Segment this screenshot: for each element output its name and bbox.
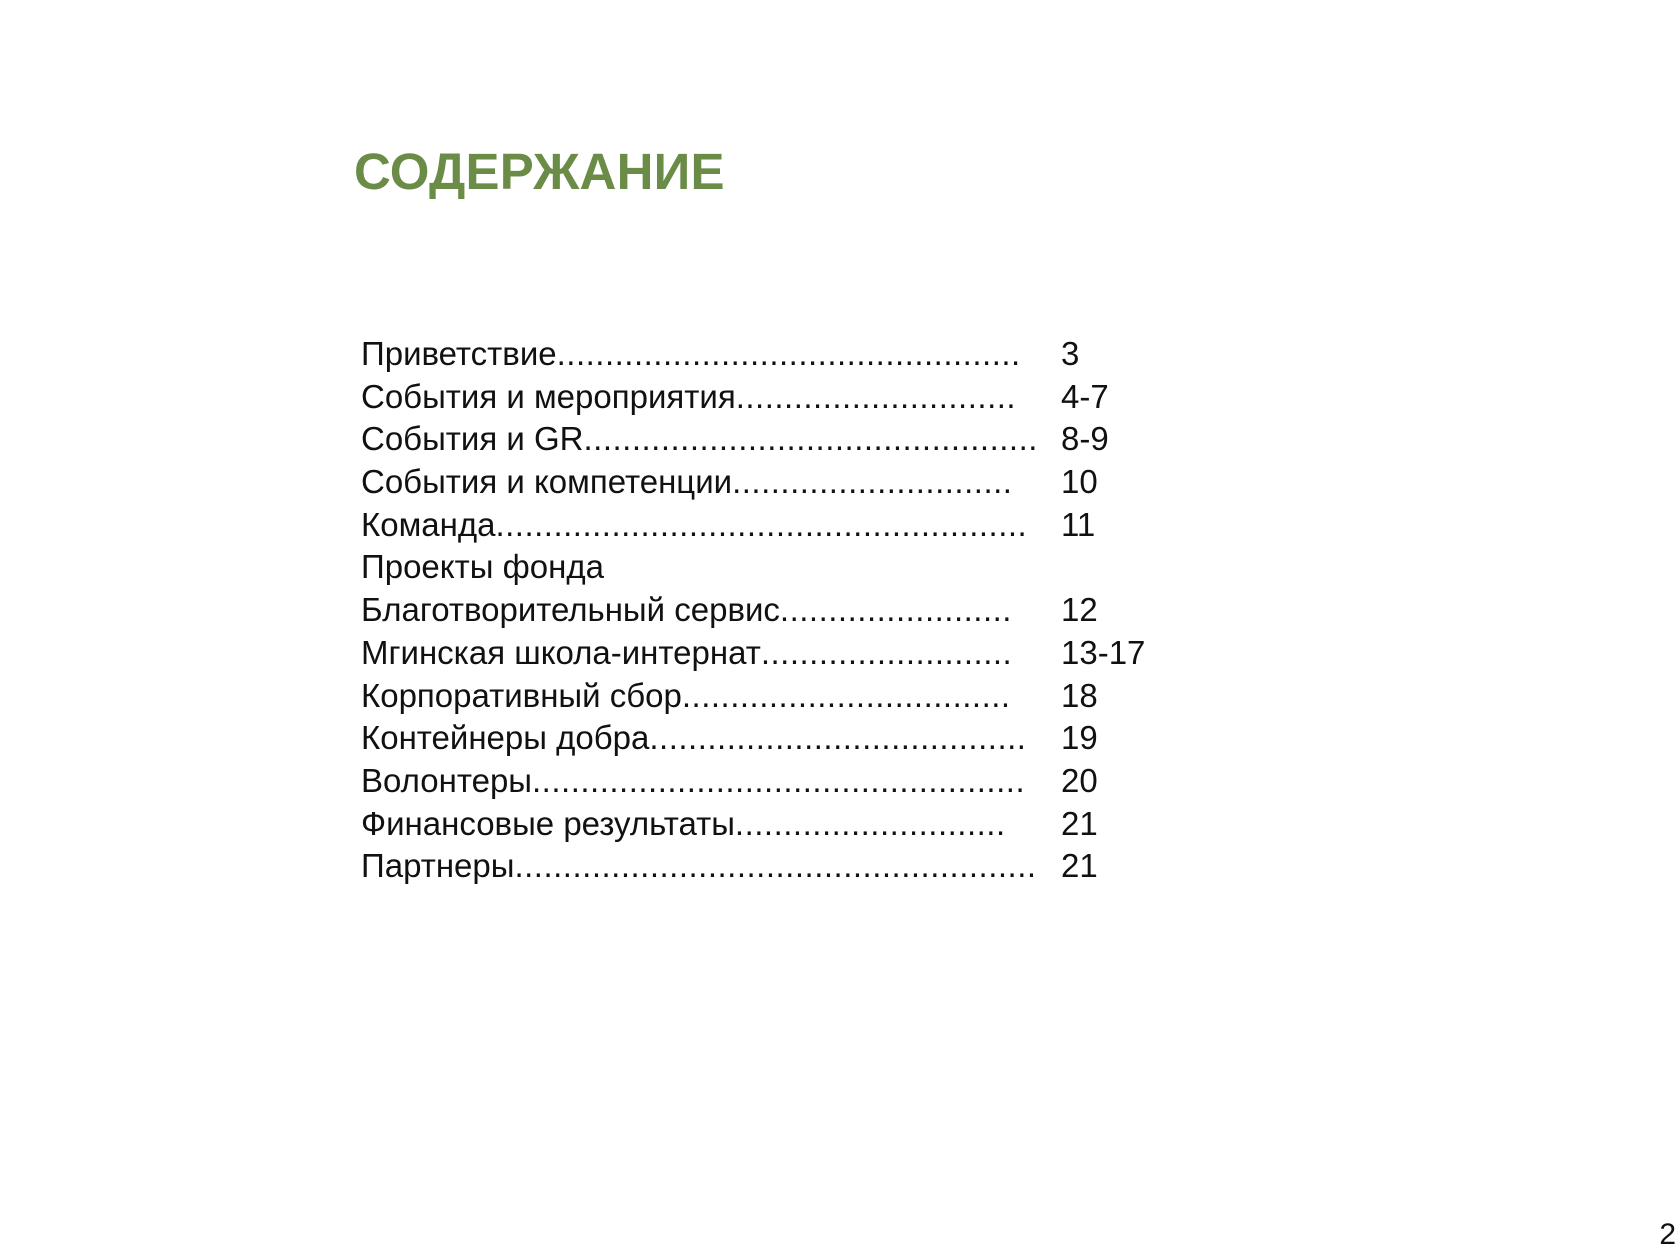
toc-leader-dots: ........................ (779, 591, 1012, 629)
toc-leader-dots: ................................................... (532, 761, 1026, 799)
toc-entry-label: События и GR (361, 420, 584, 458)
toc-entry-charity-service[interactable] (361, 589, 1098, 632)
toc-entry-page: 21 (1061, 847, 1098, 885)
toc-entry-volunteers[interactable] (361, 760, 1098, 803)
toc-leader-dots: ............................. (732, 463, 1013, 501)
toc-entry-events[interactable] (361, 376, 1109, 419)
toc-entry-label-wrap (361, 333, 1059, 376)
toc-entry-label-wrap (361, 845, 1059, 888)
toc-entry-corporate-fundraising[interactable] (361, 675, 1098, 718)
toc-entry-label-wrap (361, 675, 1059, 718)
toc-entry-page: 8-9 (1061, 420, 1109, 458)
toc-leader-dots: ............................. (735, 377, 1017, 415)
toc-entry-label-wrap (361, 461, 1059, 504)
toc-entry-label-wrap (361, 632, 1059, 675)
toc-entry-label: События и компетенции (361, 463, 733, 501)
toc-leader-dots: ............................................... (583, 420, 1038, 458)
toc-entry-label: События и мероприятия (361, 377, 736, 415)
toc-entry-page: 4-7 (1061, 377, 1109, 415)
toc-entry-label-wrap (361, 376, 1059, 419)
page-title: СОДЕРЖАНИЕ (354, 143, 725, 200)
toc-entry-partners[interactable] (361, 845, 1098, 888)
toc-entry-label: Волонтеры (361, 761, 533, 799)
toc-entry-label-wrap (361, 589, 1059, 632)
toc-entry-page: 20 (1061, 761, 1098, 799)
toc-entry-financial-results[interactable] (361, 803, 1098, 846)
toc-leader-dots: ...................................................... (514, 847, 1037, 885)
toc-entry-page: 13-17 (1061, 633, 1146, 671)
toc-section-heading-projects (361, 546, 1059, 589)
toc-entry-label: Финансовые результаты (361, 804, 735, 842)
toc-entry-page: 18 (1061, 676, 1098, 714)
toc-entry-greeting[interactable] (361, 333, 1080, 376)
toc-entry-label: Команда (361, 505, 496, 543)
toc-entry-team[interactable] (361, 504, 1096, 547)
toc-leader-dots: ............................ (734, 804, 1006, 842)
toc-leader-dots: ....................................................... (495, 505, 1028, 543)
toc-entry-page: 11 (1061, 505, 1096, 543)
toc-entry-page: 10 (1061, 463, 1098, 501)
toc-entry-label-wrap (361, 717, 1059, 760)
toc-entry-mginskaya-school[interactable] (361, 632, 1146, 675)
toc-entry-page: 3 (1061, 335, 1080, 372)
toc-entry-label: Партнеры (361, 847, 515, 885)
table-of-contents (361, 333, 1146, 888)
toc-leader-dots: .................................. (681, 676, 1011, 714)
toc-leader-dots: .......................... (760, 633, 1013, 671)
toc-entry-label: Приветствие (361, 335, 557, 372)
toc-entry-events-gr[interactable] (361, 418, 1109, 461)
toc-entry-label: Корпоративный сбор (361, 676, 682, 714)
toc-entry-events-competencies[interactable] (361, 461, 1098, 504)
toc-leader-dots: ....................................... (649, 719, 1027, 757)
toc-entry-label-wrap (361, 760, 1059, 803)
toc-entry-containers-of-kindness[interactable] (361, 717, 1098, 760)
toc-entry-label: Благотворительный сервис (361, 591, 780, 629)
toc-entry-label-wrap (361, 803, 1059, 846)
toc-section-label: Проекты фонда (361, 548, 604, 586)
toc-entry-label-wrap (361, 504, 1059, 547)
toc-leader-dots: ................................................ (556, 335, 1021, 372)
page-number: 2 (1659, 1218, 1676, 1251)
toc-entry-label: Контейнеры добра (361, 719, 650, 757)
toc-entry-page: 12 (1061, 591, 1098, 629)
toc-entry-page: 19 (1061, 719, 1098, 757)
toc-entry-label-wrap (361, 546, 1059, 589)
toc-entry-label: Мгинская школа-интернат (361, 633, 761, 671)
toc-entry-page: 21 (1061, 804, 1098, 842)
toc-entry-label-wrap (361, 418, 1059, 461)
